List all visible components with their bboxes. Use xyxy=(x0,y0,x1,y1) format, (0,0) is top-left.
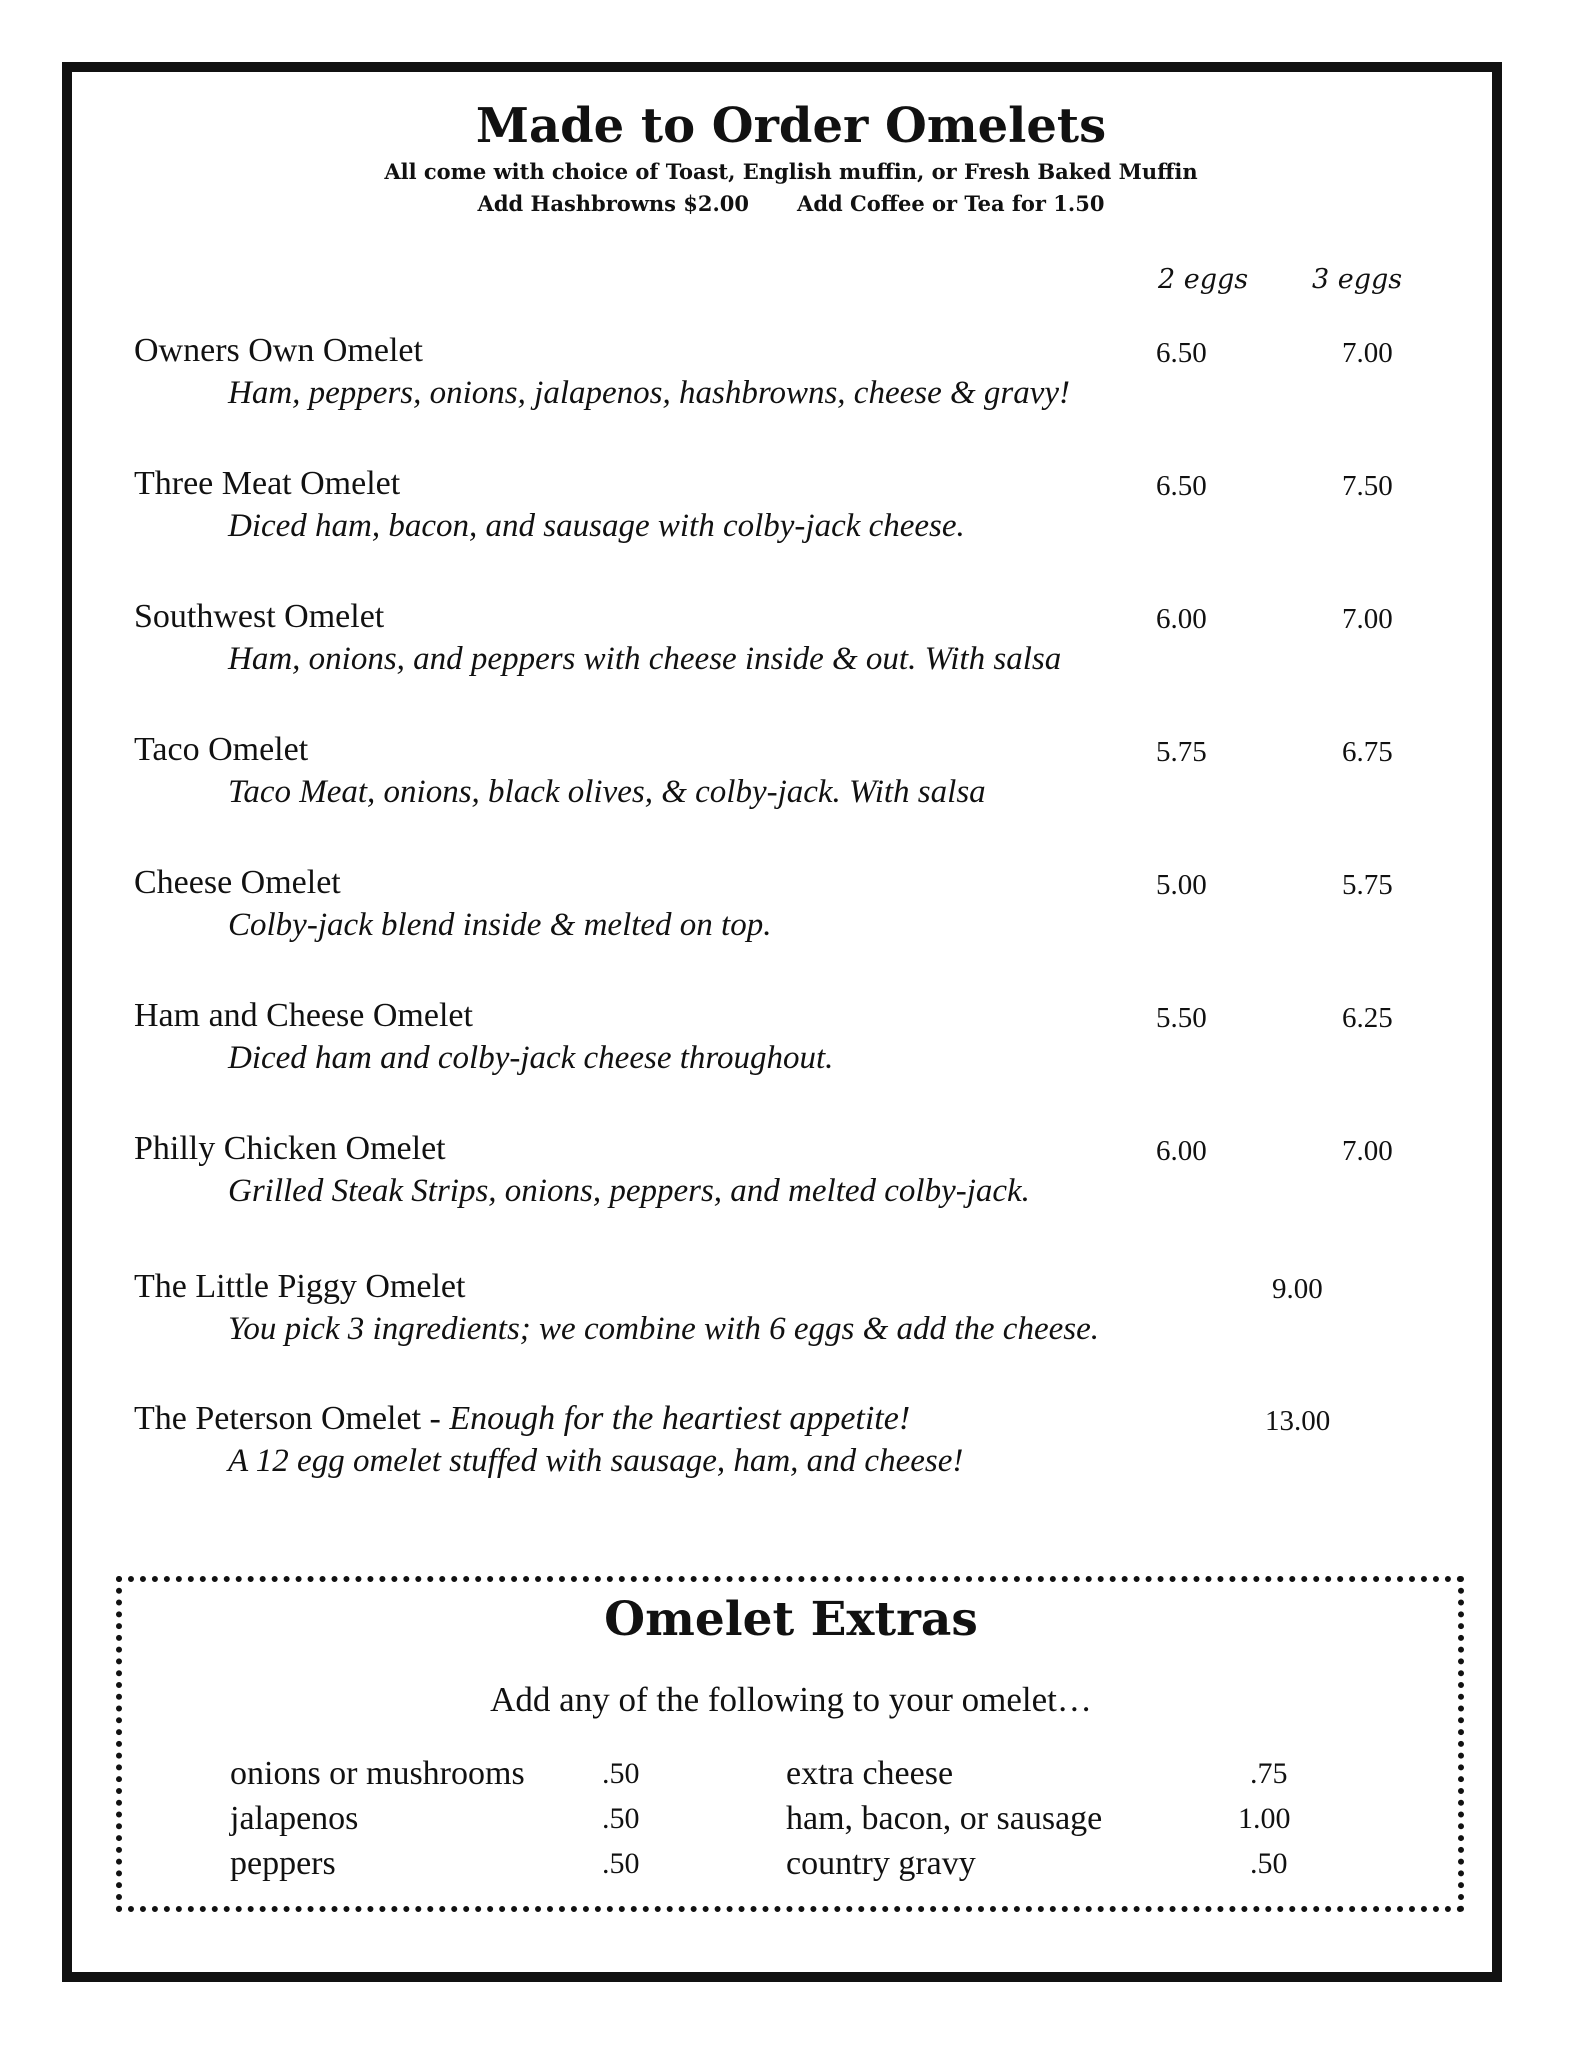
price-three-eggs: 6.25 xyxy=(1342,1002,1393,1034)
extra-item-name: country gravy xyxy=(786,1845,976,1882)
item-name: Owners Own Omelet xyxy=(134,332,423,369)
price-single: 13.00 xyxy=(1265,1405,1331,1437)
price-two-eggs: 6.00 xyxy=(1156,1135,1207,1167)
menu-item xyxy=(0,1128,1582,1228)
item-name: Taco Omelet xyxy=(134,731,309,768)
two-eggs-header: 2 eggs xyxy=(1158,264,1249,295)
price-two-eggs: 5.00 xyxy=(1156,869,1207,901)
sides-note: All come with choice of Toast, English muffin, or Fresh Baked Muffin xyxy=(384,159,1198,184)
item-name: Three Meat Omelet xyxy=(134,465,401,502)
hashbrowns-note: Add Hashbrowns $2.00 xyxy=(477,191,750,216)
price-single: 9.00 xyxy=(1272,1273,1323,1305)
price-three-eggs: 6.75 xyxy=(1342,736,1393,768)
price-three-eggs: 7.00 xyxy=(1342,603,1393,635)
menu-item xyxy=(0,1398,1582,1498)
extras-intro: Add any of the following to your omelet… xyxy=(490,1680,1092,1719)
item-note: Enough for the heartiest appetite! xyxy=(449,1400,911,1437)
item-description: Colby-jack blend inside & melted on top. xyxy=(228,907,772,943)
menu-item xyxy=(0,862,1582,962)
extra-item-price: .75 xyxy=(1250,1757,1288,1790)
extra-item-price: .50 xyxy=(602,1802,640,1835)
item-name xyxy=(134,1398,910,1440)
item-description: You pick 3 ingredients; we combine with 6 eggs & add the cheese. xyxy=(228,1311,1099,1347)
item-description: Grilled Steak Strips, onions, peppers, and melted colby-jack. xyxy=(228,1173,1030,1209)
item-description: A 12 egg omelet stuffed with sausage, ham, and cheese! xyxy=(228,1443,964,1479)
item-name: Philly Chicken Omelet xyxy=(134,1130,446,1167)
item-description: Taco Meat, onions, black olives, & colby-jack. With salsa xyxy=(228,774,986,810)
extra-item-price: .50 xyxy=(602,1757,640,1790)
price-two-eggs: 6.50 xyxy=(1156,337,1207,369)
price-two-eggs: 5.75 xyxy=(1156,736,1207,768)
price-three-eggs: 7.00 xyxy=(1342,1135,1393,1167)
menu-item xyxy=(0,1266,1582,1366)
coffee-note: Add Coffee or Tea for 1.50 xyxy=(797,191,1105,216)
menu-item xyxy=(0,729,1582,829)
menu-title: Made to Order Omelets xyxy=(475,98,1107,154)
item-name: Ham and Cheese Omelet xyxy=(134,997,473,1034)
add-ons-note xyxy=(0,189,1582,219)
item-description: Ham, peppers, onions, jalapenos, hashbrowns, cheese & gravy! xyxy=(228,375,1071,411)
price-three-eggs: 5.75 xyxy=(1342,869,1393,901)
item-description: Ham, onions, and peppers with cheese inside & out. With salsa xyxy=(228,641,1062,677)
extra-item-name: extra cheese xyxy=(786,1755,954,1792)
three-eggs-header: 3 eggs xyxy=(1312,264,1403,295)
extra-item-name: jalapenos xyxy=(230,1800,359,1837)
menu-item xyxy=(0,463,1582,563)
item-description: Diced ham and colby-jack cheese throughout. xyxy=(228,1040,834,1076)
extra-item-price: .50 xyxy=(1250,1847,1288,1880)
price-two-eggs: 6.00 xyxy=(1156,603,1207,635)
item-description: Diced ham, bacon, and sausage with colby-jack cheese. xyxy=(228,508,965,544)
price-three-eggs: 7.00 xyxy=(1342,337,1393,369)
extra-item-name: onions or mushrooms xyxy=(230,1755,525,1792)
extra-item-name: ham, bacon, or sausage xyxy=(786,1800,1103,1837)
menu-item xyxy=(0,596,1582,696)
menu-item xyxy=(0,330,1582,430)
extra-item-price: .50 xyxy=(602,1847,640,1880)
extra-item-name: peppers xyxy=(230,1845,336,1882)
menu-item xyxy=(0,995,1582,1095)
item-name: Southwest Omelet xyxy=(134,598,385,635)
extra-item-price: 1.00 xyxy=(1238,1802,1291,1835)
extras-title: Omelet Extras xyxy=(604,1592,978,1647)
item-name: Cheese Omelet xyxy=(134,864,341,901)
price-three-eggs: 7.50 xyxy=(1342,470,1393,502)
item-name-text: The Peterson Omelet - xyxy=(134,1400,450,1437)
price-two-eggs: 5.50 xyxy=(1156,1002,1207,1034)
price-two-eggs: 6.50 xyxy=(1156,470,1207,502)
item-name: The Little Piggy Omelet xyxy=(134,1268,466,1305)
